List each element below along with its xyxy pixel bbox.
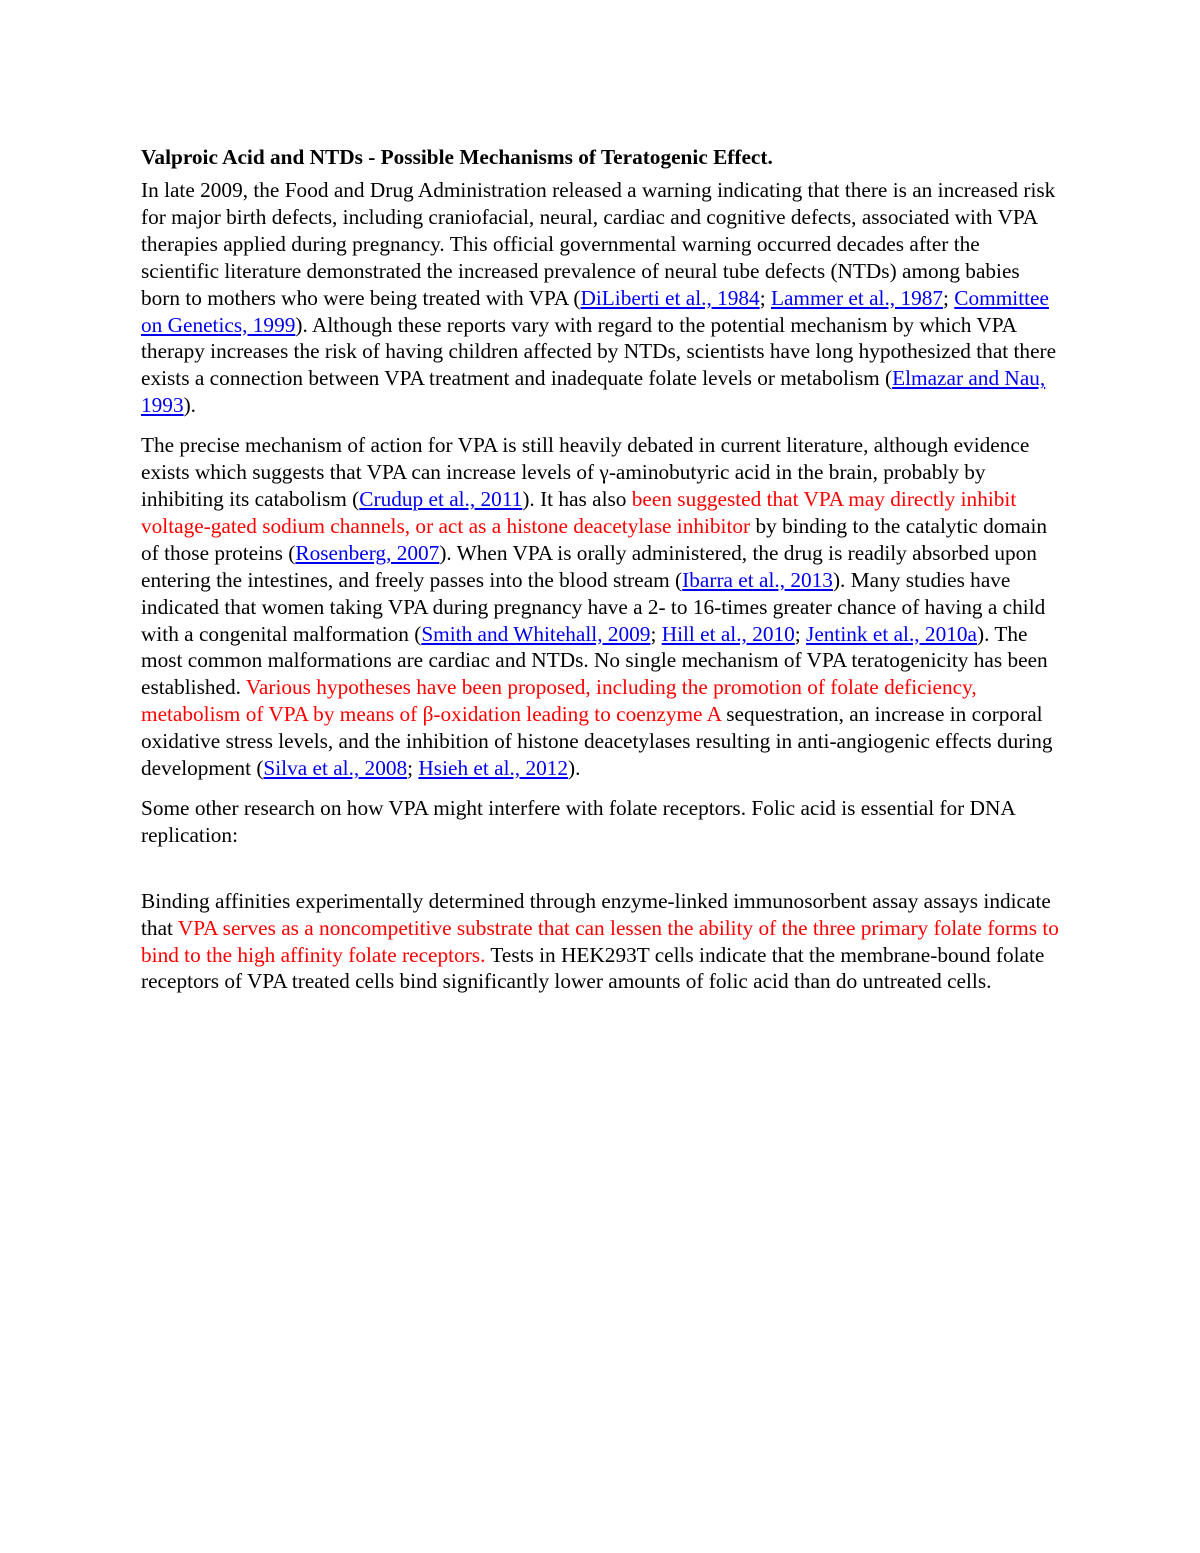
text-run: ). It has also [522,486,632,511]
citation-link-silva-2008[interactable]: Silva et al., 2008 [263,756,408,781]
text-run: The precise mechanism of action for VPA is still heavily debated in current literature, although evidence exists which suggests that VPA can increase levels of γ-aminobutyric acid in the brain, probably by inhibiting its catabolism ( [141,433,1030,511]
highlighted-text: Various hypotheses have been proposed, including the promotion of folate deficiency, metabolism of VPA by means of β-oxidation leading to coenzyme A [141,675,977,727]
text-run: Some other research on how VPA might interfere with folate receptors. Folic acid is essential for DNA replication: [141,795,1015,847]
citation-link-crudup-2011[interactable]: Crudup et al., 2011 [359,486,523,511]
paragraph-1 [141,177,1061,419]
text-run: ). [568,756,581,781]
paragraph-2 [141,432,1061,782]
citation-link-hill-2010[interactable]: Hill et al., 2010 [661,621,795,646]
document-body [141,142,1061,1008]
blank-line [141,862,1061,888]
citation-link-smith-whitehall-2009[interactable]: Smith and Whitehall, 2009 [421,621,651,646]
citation-link-diliberti-1984[interactable]: DiLiberti et al., 1984 [580,285,760,310]
text-run: Binding affinities experimentally determined through enzyme-linked immunosorbent assay assays indicate that [141,888,1051,940]
citation-link-lammer-1987[interactable]: Lammer et al., 1987 [770,285,944,310]
text-run: ). [183,393,197,418]
citation-link-hsieh-2012[interactable]: Hsieh et al., 2012 [418,756,569,781]
text-run: sequestration, an increase in corporal oxidative stress levels, and the inhibition of histone deacetylases resulting in anti-angiogenic effects during development ( [141,702,1053,781]
text-run: ). The most common malformations are cardiac and NTDs. No single mechanism of VPA teratogenicity has been established. [141,621,1048,700]
text-run: ; [759,285,771,310]
text-run: ; [943,285,955,310]
document-title: Valproic Acid and NTDs - Possible Mechanisms of Teratogenic Effect. [141,145,773,169]
citation-link-rosenberg-2007[interactable]: Rosenberg, 2007 [295,540,440,565]
text-run: ; [407,756,419,781]
citation-link-jentink-2010a[interactable]: Jentink et al., 2010a [806,621,977,646]
citation-link-elmazar-nau-1993[interactable]: Elmazar and Nau, 1993 [141,366,1046,418]
text-run: ). When VPA is orally administered, the drug is readily absorbed upon entering the intestines, and freely passes into the blood stream ( [141,540,1037,592]
text-run: Tests in HEK293T cells indicate that the membrane-bound folate receptors of VPA treated cells bind significantly lower amounts of folic acid than do untreated cells. [141,942,1045,994]
text-run: ). Many studies have indicated that women taking VPA during pregnancy have a 2- to 16-times greater chance of having a child with a congenital malformation ( [141,567,1046,646]
highlighted-text: VPA serves as a noncompetitive substrate that can lessen the ability of the three primary folate forms to bind to the high affinity folate receptors. [141,915,1059,967]
highlighted-text: been suggested that VPA may directly inhibit voltage-gated sodium channels, or act as a histone deacetylase inhibitor [141,486,1017,538]
text-run: ; [794,621,807,646]
text-run: ). Although these reports vary with regard to the potential mechanism by which VPA therapy increases the risk of having children affected by NTDs, scientists have long hypothesized that there exists a connection between VPA treatment and inadequate folate levels or metabolism ( [141,312,1057,391]
paragraph-3 [141,795,1061,849]
paragraph-4 [141,888,1061,996]
text-run: by binding to the catalytic domain of those proteins ( [141,513,1048,565]
text-run: In late 2009, the Food and Drug Administration released a warning indicating that there is an increased risk for major birth defects, including craniofacial, neural, cardiac and cognitive defects, associated with VPA therapies applied during pregnancy. This official governmental warning occurred decades after the scientific literature demonstrated the increased prevalence of neural tube defects (NTDs) among babies born to mothers who were being treated with VPA ( [141,178,1056,310]
citation-link-committee-genetics-1999[interactable]: Committee on Genetics, 1999 [141,285,1049,337]
citation-link-ibarra-2013[interactable]: Ibarra et al., 2013 [682,567,833,592]
text-run: ; [650,621,662,646]
